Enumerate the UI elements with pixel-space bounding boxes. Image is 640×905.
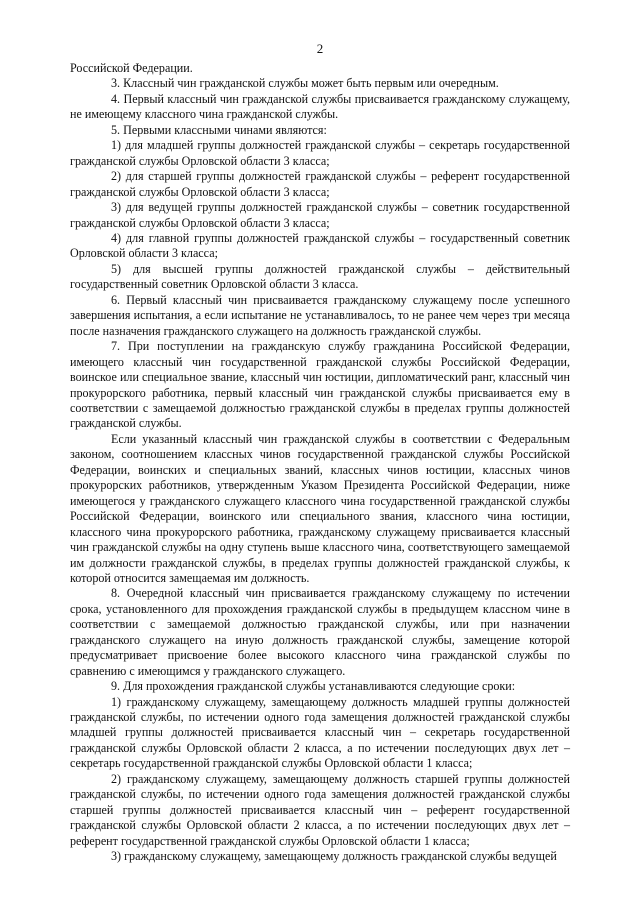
paragraph: 2) для старшей группы должностей гражданской службы – референт государственной гражданской службы Орловской области 3 класса; (70, 169, 570, 199)
paragraph: 8. Очередной классный чин присваивается гражданскому служащему по истечении срока, установленного для прохождения гражданской службы в предыдущем классном чине в соответствии с замещаемой должностью гражданской службы, или при назначении гражданского служащего на иную должность гражданской службы, замещение которой предусматривает присвоение более высокого классного чина гражданской службы по сравнению с имеющимся у гражданского служащего. (70, 586, 570, 678)
paragraph: Если указанный классный чин гражданской службы в соответствии с Федеральным законом, соотношением классных чинов государственной гражданской службы Российской Федерации, воинских и специальных званий, классных чинов юстиции, классных чинов прокурорских работников, утвержденным Указом Президента Российской Федерации, ниже имеющегося у гражданского служащего классного чина государственной гражданской службы Российской Федерации, воинского или специального звания, классного чина юстиции, классного чина прокурорского работника, гражданскому служащему присваивается классный чин гражданской службы на одну ступень выше классного чина, соответствующего замещаемой им должности гражданской службы, в пределах группы должностей гражданской службы, к которой относится замещаемая им должность. (70, 431, 570, 585)
paragraph: Российской Федерации. (70, 61, 193, 75)
paragraph: 4) для главной группы должностей гражданской службы – государственный советник Орловской области 3 класса; (70, 230, 570, 261)
paragraph: 6. Первый классный чин присваивается гражданскому служащему после успешного завершения испытания, а если испытание не устанавливалось, то не ранее чем через три месяца после назначения гражданского служащего на должность гражданской службы. (70, 292, 570, 338)
document-body (70, 61, 570, 865)
paragraph: 9. Для прохождения гражданской службы устанавливаются следующие сроки: (111, 679, 516, 694)
paragraph: 1) для младшей группы должностей гражданской службы – секретарь государственной гражданской службы Орловской области 3 класса; (70, 138, 570, 168)
page-number: 2 (316, 41, 324, 56)
paragraph: 5. Первыми классными чинами являются: (111, 122, 327, 137)
paragraph: 1) гражданскому служащему, замещающему должность младшей группы должностей гражданской службы, по истечении одного года замещения должностей гражданской службы младшей группы должностей присваивается классный чин – секретарь государственной гражданской службы Орловской области 2 класса, а по истечении последующих двух лет – секретарь государственной гражданской службы Орловской области 1 класса; (70, 694, 570, 771)
paragraph: 2) гражданскому служащему, замещающему должность старшей группы должностей гражданской службы, по истечении одного года замещения должностей гражданской службы старшей группы должностей присваивается классный чин – референт государственной гражданской службы Орловской области 2 класса, а по истечении последующих двух лет – референт государственной гражданской службы Орловской области 1 класса; (70, 771, 570, 848)
paragraph: 7. При поступлении на гражданскую службу гражданина Российской Федерации, имеющего классный чин государственной гражданской службы Российской Федерации, воинское или специальное звание, классный чин юстиции, дипломатический ранг, классный чин прокурорского работника, первый классный чин гражданской службы присваивается ему в соответствии с замещаемой должностью гражданской службы в пределах группы должностей гражданской службы. (70, 339, 570, 431)
paragraph: 4. Первый классный чин гражданской службы присваивается гражданскому служащему, не имеющему классного чина гражданской службы. (70, 91, 570, 122)
paragraph: 5) для высшей группы должностей гражданской службы – действительный государственный советник Орловской области 3 класса. (70, 261, 570, 292)
paragraph: 3) гражданскому служащему, замещающему должность гражданской службы ведущей (111, 849, 557, 864)
paragraph: 3. Классный чин гражданской службы может быть первым или очередным. (111, 76, 499, 91)
paragraph: 3) для ведущей группы должностей гражданской службы – советник государственной гражданской службы Орловской области 3 класса; (70, 200, 570, 230)
